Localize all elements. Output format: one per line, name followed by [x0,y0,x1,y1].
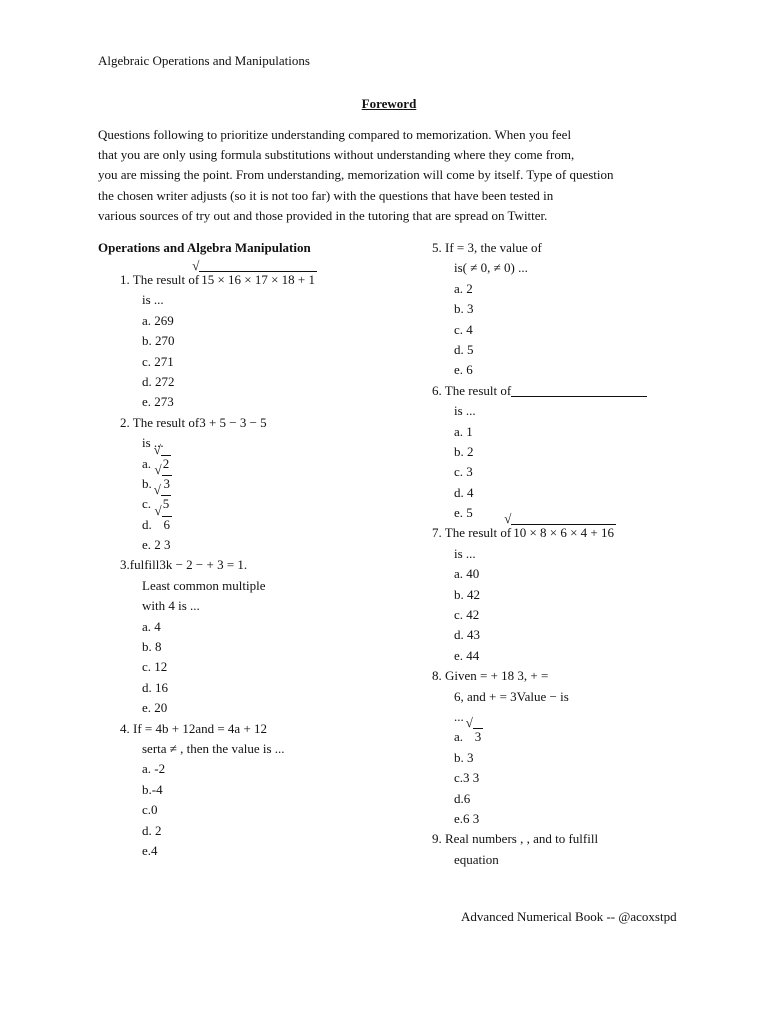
answer-option: b. 3 [454,749,474,765]
answer-option: a. 4 [142,618,161,634]
question-text: If = 4b + 12and = 4a + 12 [133,720,268,736]
question-8 [432,666,722,829]
question-continuation: is ... [454,403,476,419]
question-number: 8. [432,668,442,684]
answer-option: c.3 3 [454,770,480,786]
question-stem [432,829,722,849]
radical-expression: √ 3 [473,728,484,745]
question-continuation: 6, and + = 3Value − is [454,688,569,704]
question-continuation: equation [454,851,499,867]
answer-option: d.6 [454,790,471,806]
foreword-line: you are missing the point. From understanding, memorization will come by itself. Type of question [98,167,614,183]
question-prefix: The result of [444,525,512,541]
question-number: 3. [120,557,130,573]
answer-option [98,515,398,535]
fraction-bar [511,386,647,397]
answer-option: a. 40 [454,566,480,582]
answer-option: c. 4 [454,321,473,337]
answer-option: a. 1 [454,423,473,439]
answer-option: e. 20 [142,700,168,716]
question-text: The result of [444,382,512,398]
answer-option: a. -2 [142,761,166,777]
document-footer: Advanced Numerical Book -- @acoxstpd [461,909,677,924]
question-continuation: is ... [454,545,476,561]
question-stem [432,381,722,401]
radical-expression: √ 2 [161,455,172,472]
option-label: a. [454,729,464,745]
answer-option: b. 270 [142,333,175,349]
answer-option: e. 6 [454,362,473,378]
question-continuation: is( ≠ 0, ≠ 0) ... [454,260,528,276]
question-3 [98,555,398,718]
answer-option: b. 42 [454,586,480,602]
left-column [98,238,398,861]
radical-expression: √ 6 [162,516,173,533]
question-stem [98,555,398,575]
question-5 [432,238,722,381]
answer-option: d. 43 [454,627,480,643]
answer-option: c. 12 [142,659,168,675]
option-label: a. [142,455,152,471]
answer-option: e. 273 [142,394,174,410]
radical-expression: √ 15 × 16 × 17 × 18 + 1 [199,271,317,288]
question-2 [98,413,398,556]
option-label: d. [142,516,152,532]
answer-option: b. 8 [142,639,162,655]
answer-option [98,454,398,474]
question-number: 5. [432,240,442,255]
question-number: 4. [120,720,130,736]
question-continuation: serta ≠ , then the value is ... [142,740,285,756]
question-4 [98,719,398,862]
answer-option: d. 2 [142,822,162,838]
option-label: b. [142,475,152,491]
question-continuation: with 4 is ... [142,598,200,614]
question-text: If = 3, the value of [445,240,542,255]
question-continuation: ... [454,708,464,724]
answer-option: a. 269 [142,312,174,328]
question-number: 1. [120,272,130,287]
foreword-text [98,125,698,226]
answer-option: d. 16 [142,679,168,695]
answer-option [432,727,722,747]
answer-option: c. 42 [454,607,480,623]
question-stem [432,666,722,686]
answer-option: c.0 [142,802,158,818]
question-9 [432,829,722,870]
radical-expression: √ 3 [162,475,173,492]
question-text: The result of3 + 5 − 3 − 5 [132,414,267,430]
answer-option: e.6 3 [454,810,480,826]
question-prefix: The result of [132,272,200,287]
question-stem [432,238,722,258]
answer-option [98,474,398,494]
question-number: 7. [432,525,442,541]
question-number: 6. [432,382,442,398]
answer-option: b. 2 [454,443,474,459]
foreword-line: various sources of try out and those provided in the tutoring that are spread on Twitter. [98,207,548,223]
foreword-line: that you are only using formula substitutions without understanding where they come from, [98,147,575,163]
section-title: Operations and Algebra Manipulation [98,240,311,255]
radical-expression: √ 5 [161,495,172,512]
answer-option: b.-4 [142,781,163,797]
question-continuation: is ... [142,435,164,451]
right-column [432,238,722,870]
question-stem [98,270,398,290]
answer-option: e.4 [142,842,158,858]
question-1 [98,270,398,413]
option-label: c. [142,496,152,512]
answer-option: d. 4 [454,484,474,500]
foreword-line: Questions following to prioritize understanding compared to memorization. When you feel [98,127,572,142]
document-header: Algebraic Operations and Manipulations [98,53,310,68]
answer-option: e. 5 [454,505,473,521]
question-continuation: is ... [142,292,164,308]
answer-option: e. 44 [454,647,480,663]
question-7 [432,523,722,666]
question-6 [432,381,722,524]
question-number: 9. [432,831,442,847]
question-stem [98,413,398,433]
answer-option: b. 3 [454,301,474,317]
question-text: Given = + 18 3, + = [445,668,549,684]
answer-option: a. 2 [454,280,473,296]
foreword-line: the chosen writer adjusts (so it is not too far) with the questions that have been tested in [98,187,554,203]
answer-option [98,494,398,514]
answer-option: d. 272 [142,373,175,389]
question-continuation: Least common multiple [142,577,266,593]
answer-option: c. 271 [142,353,174,369]
answer-option: e. 2 3 [142,537,171,553]
radical-expression: √ 10 × 8 × 6 × 4 + 16 [511,524,616,541]
foreword-title: Foreword [361,96,417,111]
question-stem [432,523,722,543]
question-text: Real numbers , , and to fulfill [445,831,599,847]
answer-option: c. 3 [454,464,473,480]
question-stem [98,719,398,739]
question-number: 2. [120,414,130,430]
question-text: fulfill3k − 2 − + 3 = 1. [129,557,248,573]
answer-option: d. 5 [454,341,474,357]
